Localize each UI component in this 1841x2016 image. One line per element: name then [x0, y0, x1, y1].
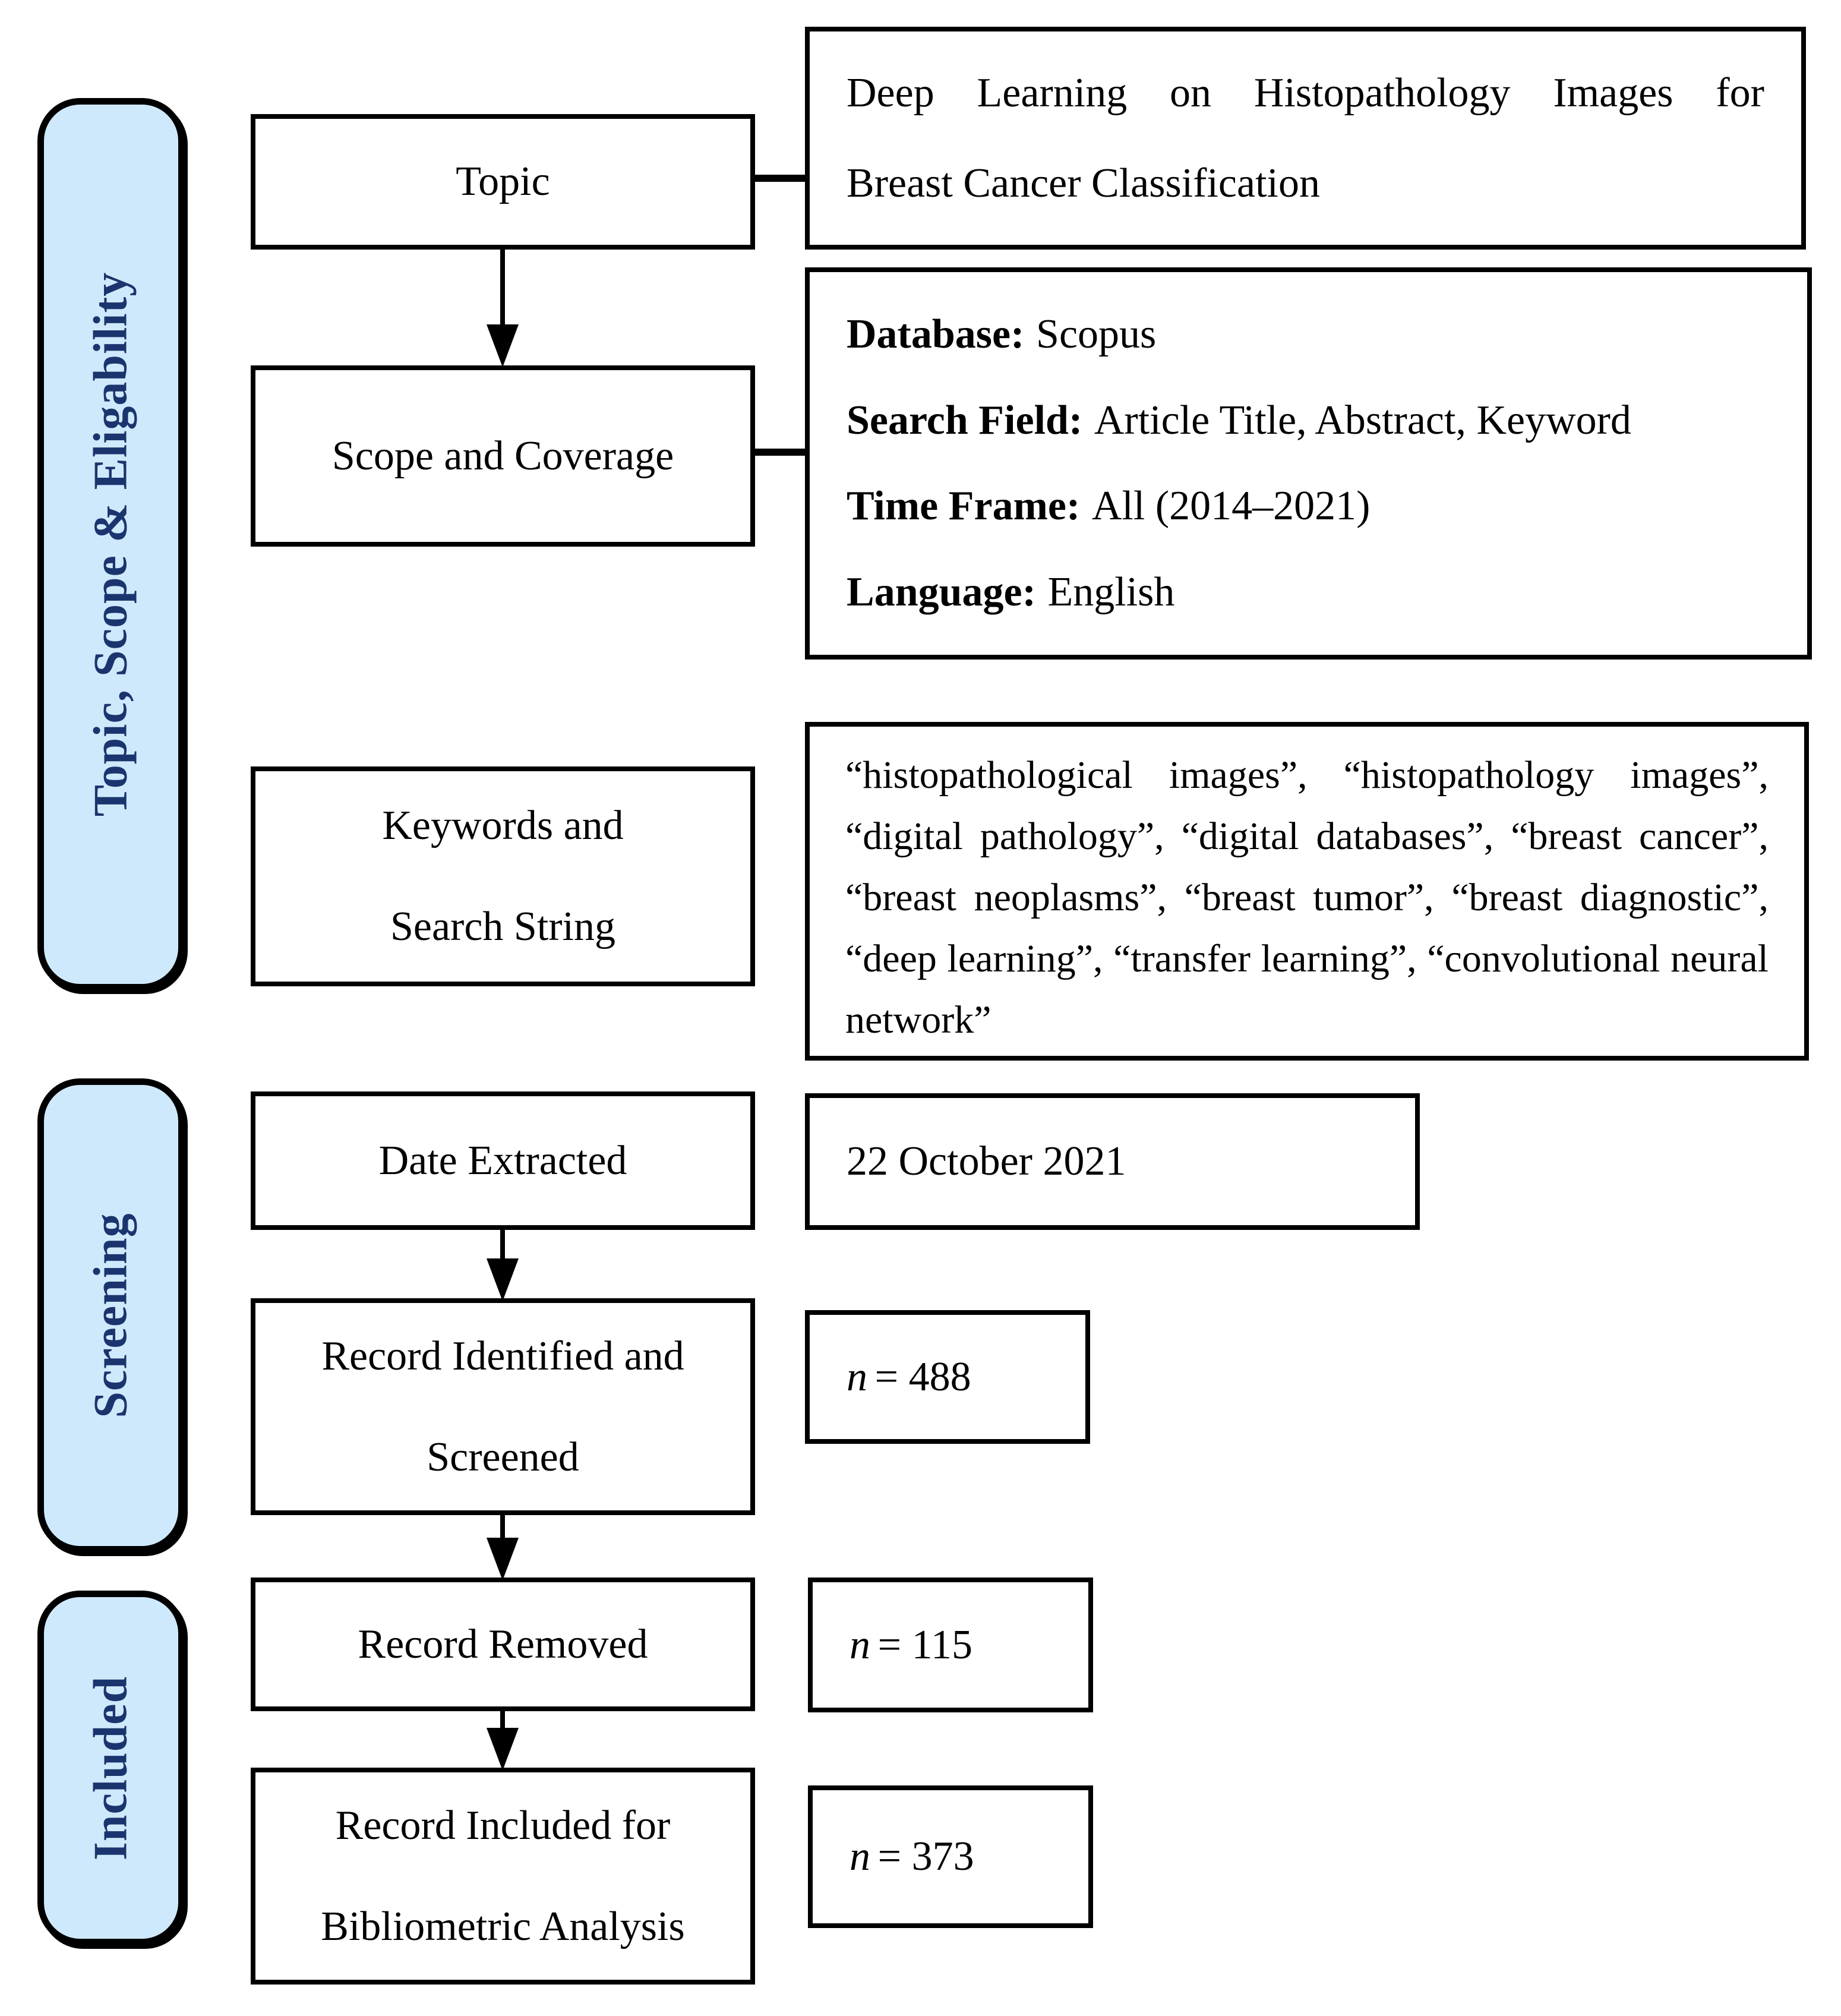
step-scope-coverage-box	[251, 365, 755, 547]
detail-topic-line1: Deep Learning on Histopathology Images for	[847, 70, 1764, 116]
detail-scope-row-language	[847, 569, 1770, 616]
stage-screening-label: Screening	[84, 1213, 137, 1418]
detail-scope-search-field-label: Search Field:	[847, 397, 1083, 443]
step-record-identified-line1: Record Identified and	[321, 1333, 684, 1379]
arrow-removed-to-included-icon	[487, 1707, 519, 1771]
stage-screening	[37, 1078, 185, 1553]
step-date-extracted-box	[251, 1091, 755, 1230]
detail-scope-row-search-field	[847, 397, 1770, 444]
detail-topic-box	[805, 27, 1806, 250]
detail-scope-box	[805, 267, 1812, 660]
detail-scope-language-label: Language:	[847, 569, 1036, 616]
n-included-value: = 373	[877, 1834, 974, 1879]
step-record-removed-box	[251, 1578, 755, 1711]
step-record-identified-box	[251, 1298, 755, 1515]
step-scope-coverage-label: Scope and Coverage	[331, 433, 674, 479]
detail-date-text: 22 October 2021	[847, 1138, 1126, 1184]
n-identified-value: = 488	[874, 1354, 971, 1400]
step-keywords-line1: Keywords and	[382, 803, 624, 848]
stage-topic-scope-eligibility-label: Topic, Scope & Eligability	[84, 272, 137, 817]
detail-keywords-text: “histopathological images”, “histopathology images”, “digital pathology”, “digital databases”, “breast cancer”, “breast neoplasms”, “breast tumor”, “breast diagnostic”, “deep learning”, “transfer learning”, “convolutional neural network”	[845, 753, 1769, 1042]
detail-scope-language-value: English	[1047, 569, 1175, 616]
n-identified-symbol: n	[847, 1354, 867, 1400]
step-record-included-line1: Record Included for	[335, 1802, 671, 1848]
step-keywords-line2: Search String	[390, 904, 616, 949]
detail-date-box	[805, 1093, 1420, 1230]
detail-n-identified-box	[805, 1310, 1090, 1444]
step-date-extracted-label: Date Extracted	[378, 1137, 627, 1184]
n-included-symbol: n	[850, 1834, 870, 1879]
step-record-identified-line2: Screened	[427, 1434, 579, 1480]
stage-included-label: Included	[84, 1676, 137, 1860]
connector-scope-to-detail	[750, 449, 810, 456]
step-keywords-box	[251, 766, 755, 986]
detail-scope-database-value: Scopus	[1036, 311, 1157, 357]
stage-included	[37, 1591, 185, 1945]
detail-scope-search-field-value: Article Title, Abstract, Keyword	[1094, 397, 1631, 443]
arrow-topic-to-scope-icon	[487, 245, 519, 367]
n-removed-symbol: n	[850, 1621, 870, 1668]
detail-keywords-box	[805, 722, 1809, 1061]
detail-n-removed-box	[808, 1578, 1093, 1712]
step-topic-box	[251, 114, 755, 250]
detail-scope-row-database	[847, 311, 1770, 358]
step-record-included-line2: Bibliometric Analysis	[321, 1903, 685, 1949]
detail-topic-line2: Breast Cancer Classification	[847, 160, 1320, 206]
detail-scope-time-frame-value: All (2014–2021)	[1091, 483, 1371, 529]
arrow-identified-to-removed-icon	[487, 1511, 519, 1580]
connector-topic-to-detail	[750, 175, 810, 182]
arrow-date-to-identified-icon	[487, 1226, 519, 1301]
detail-n-included-box	[808, 1785, 1093, 1928]
step-topic-label: Topic	[456, 159, 550, 204]
step-record-included-box	[251, 1768, 755, 1985]
n-removed-value: = 115	[877, 1621, 972, 1668]
detail-scope-database-label: Database:	[847, 311, 1025, 357]
detail-scope-time-frame-label: Time Frame:	[847, 483, 1081, 529]
detail-scope-row-time-frame	[847, 482, 1770, 530]
step-record-removed-label: Record Removed	[358, 1621, 648, 1667]
stage-topic-scope-eligibility	[37, 98, 185, 990]
